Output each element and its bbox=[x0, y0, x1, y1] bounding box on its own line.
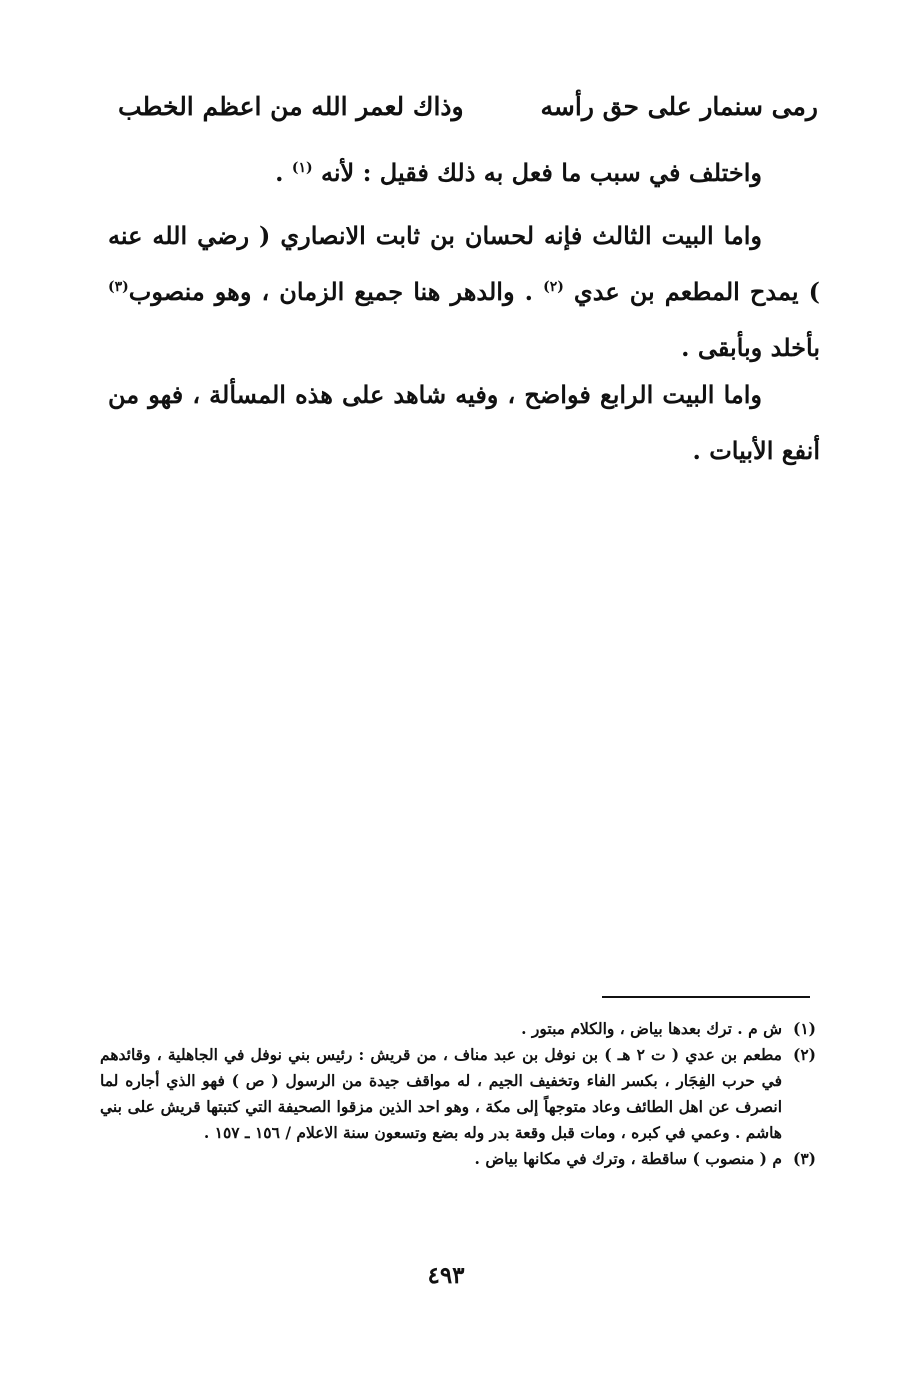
paragraph-2-text: واما البيت الثالث فإنه لحسان بن ثابت الانصاري ( رضي الله عنه ) يمدح المطعم بن عدي bbox=[108, 221, 820, 306]
paragraph-1 bbox=[108, 145, 820, 201]
paragraph-2 bbox=[108, 208, 820, 376]
footnote-text: ش م . ترك بعدها بياض ، والكلام مبتور . bbox=[521, 1019, 782, 1038]
footnotes bbox=[100, 1016, 816, 1172]
verse-first-hemistich: رمى سنمار على حق رأسه bbox=[540, 92, 818, 121]
paragraph-3 bbox=[108, 367, 820, 479]
footnote-text: م ( منصوب ) ساقطة ، وترك في مكانها بياض . bbox=[474, 1149, 782, 1168]
footnote-3 bbox=[100, 1146, 816, 1172]
paragraph-1-text: واختلف في سبب ما فعل به ذلك فقيل : لأنه bbox=[320, 158, 762, 187]
page-number: ٤٩٣ bbox=[427, 1262, 465, 1289]
footnote-2 bbox=[100, 1042, 816, 1146]
footnote-number: (٢) bbox=[792, 1045, 816, 1064]
paragraph-3-text: واما البيت الرابع فواضح ، وفيه شاهد على هذه المسألة ، فهو من أنفع الأبيات . bbox=[108, 380, 820, 465]
footnote-text: مطعم بن عدي ( ت ٢ هـ ) بن نوفل بن عبد مناف ، من قريش : رئيس بني نوفل في الجاهلية ، وقائدهم في حرب الفِجَار ، بكسر الفاء وتخفيف الجيم ، له مواقف جيدة من الرسول ( ص ) فهو الذي أجاره لما انصرف عن اهل الطائف وعاد متوجهاً إلى مكة ، وهو احد الذين مزقوا الصحيفة التي كتبتها قريش على بني هاشم . وعمي في كبره ، ومات قبل وقعة بدر وله بضع وتسعون سنة الاعلام / ١٥٦ ـ ١٥٧ . bbox=[100, 1045, 782, 1142]
footnote-ref-2: (٢) bbox=[543, 279, 564, 295]
paragraph-2-tail: بأخلد وبأبقى . bbox=[681, 333, 820, 362]
footnote-separator bbox=[602, 996, 810, 998]
paragraph-1-tail: . bbox=[275, 158, 292, 187]
verse-second-hemistich: وذاك لعمر الله من اعظم الخطب bbox=[118, 92, 464, 121]
footnote-number: (١) bbox=[792, 1019, 816, 1038]
footnote-number: (٣) bbox=[792, 1149, 816, 1168]
poem-verse bbox=[118, 92, 818, 136]
footnote-1 bbox=[100, 1016, 816, 1042]
footnote-ref-3: (٣) bbox=[108, 279, 129, 295]
paragraph-2-mid: . والدهر هنا جميع الزمان ، وهو منصوب bbox=[128, 277, 544, 306]
footnote-ref-1: (١) bbox=[291, 160, 313, 176]
